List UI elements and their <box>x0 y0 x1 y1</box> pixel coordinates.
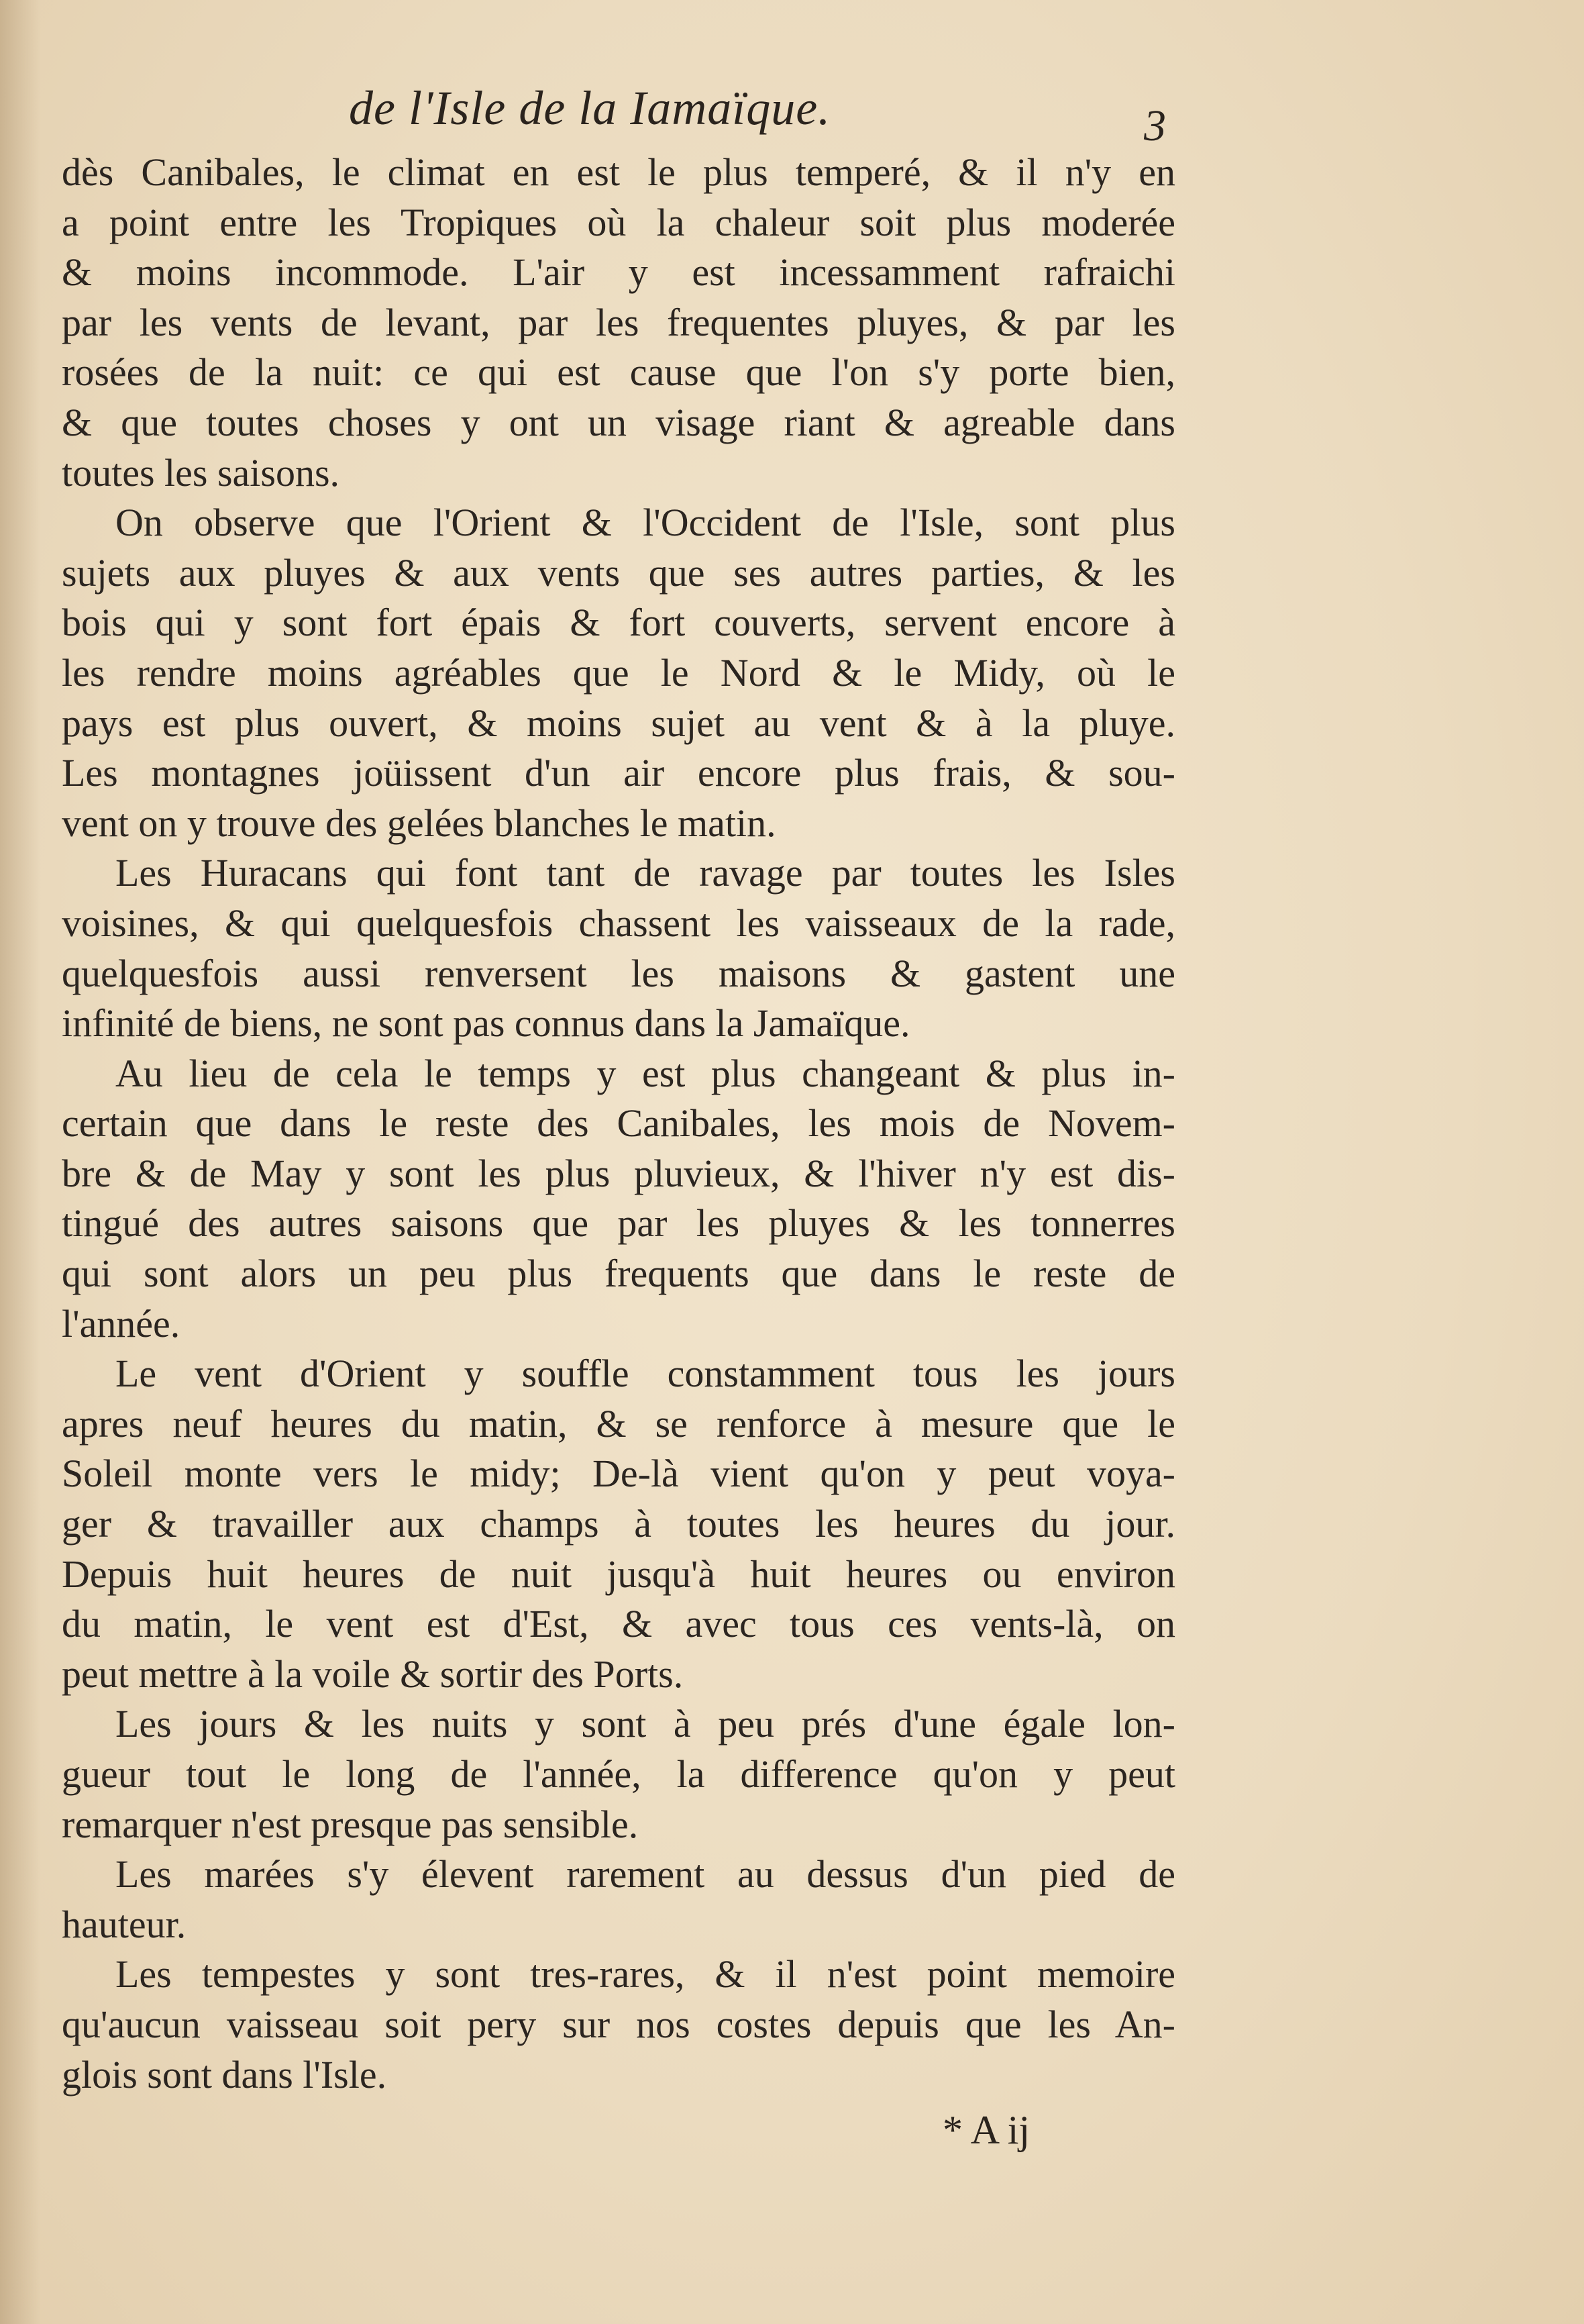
text-line: apres neuf heures du matin, & se renforce à mesure que le <box>62 1401 1175 1446</box>
text-line: qui sont alors un peu plus frequents que dans le reste de <box>62 1252 1175 1296</box>
text-line: du matin, le vent est d'Est, & avec tous ces vents-là, on <box>62 1602 1175 1646</box>
text-line: bois qui y sont fort épais & fort couverts, servent encore à <box>62 601 1175 645</box>
text-line: peut mettre à la voile & sortir des Ports. <box>62 1652 684 1696</box>
text-line: l'année. <box>62 1301 180 1346</box>
text-line: qu'aucun vaisseau soit pery sur nos costes depuis que les An- <box>62 2002 1175 2046</box>
paragraph-start: Au lieu de cela le temps y est plus changeant & plus in- <box>115 1051 1175 1095</box>
text-line: & moins incommode. L'air y est incessamment rafraichi <box>62 250 1175 295</box>
text-line: & que toutes choses y ont un visage riant & agreable dans <box>62 400 1175 444</box>
text-line: infinité de biens, ne sont pas connus dans la Jamaïque. <box>62 1001 910 1046</box>
text-line: par les vents de levant, par les frequentes pluyes, & par les <box>62 300 1175 344</box>
running-head-title: de l'Isle de la Iamaïque. <box>349 81 831 135</box>
text-line: vent on y trouve des gelées blanches le matin. <box>62 801 776 845</box>
paragraph-start: Les Huracans qui font tant de ravage par toutes les Isles <box>115 851 1175 895</box>
text-line: dès Canibales, le climat en est le plus temperé, & il n'y en <box>62 150 1175 194</box>
text-line: les rendre moins agréables que le Nord & le Midy, où le <box>62 650 1175 695</box>
text-line: sujets aux pluyes & aux vents que ses autres parties, & les <box>62 550 1175 595</box>
text-line: Soleil monte vers le midy; De-là vient qu'on y peut voya- <box>62 1452 1175 1496</box>
body-text <box>62 148 1175 2100</box>
paragraph-start: On observe que l'Orient & l'Occident de l'Isle, sont plus <box>115 501 1175 545</box>
text-line: rosées de la nuit: ce qui est cause que l'on s'y porte bien, <box>62 350 1175 395</box>
paragraph-start: Le vent d'Orient y souffle constamment tous les jours <box>115 1352 1175 1396</box>
paragraph-start: Les jours & les nuits y sont à peu prés d'une égale lon- <box>115 1702 1175 1746</box>
text-line: toutes les saisons. <box>62 450 340 495</box>
text-line: gueur tout le long de l'année, la difference qu'on y peut <box>62 1752 1175 1796</box>
text-line: pays est plus ouvert, & moins sujet au vent & à la pluye. <box>62 701 1175 745</box>
spine-shadow <box>0 0 40 2324</box>
text-line: remarquer n'est presque pas sensible. <box>62 1802 639 1846</box>
text-line: bre & de May y sont les plus pluvieux, & l'hiver n'y est dis- <box>62 1151 1175 1195</box>
text-line: certain que dans le reste des Canibales, les mois de Novem- <box>62 1101 1175 1146</box>
paragraph-start: Les marées s'y élevent rarement au dessus d'un pied de <box>115 1852 1175 1897</box>
signature-mark: * A ij <box>943 2108 1031 2152</box>
page-number: 3 <box>1144 101 1166 150</box>
text-line: hauteur. <box>62 1902 187 1946</box>
text-line: glois sont dans l'Isle. <box>62 2052 387 2096</box>
text-line: Les montagnes joüissent d'un air encore plus frais, & sou- <box>62 751 1175 795</box>
text-line: Depuis huit heures de nuit jusqu'à huit heures ou environ <box>62 1552 1175 1596</box>
text-line: quelquesfois aussi renversent les maisons & gastent une <box>62 951 1175 995</box>
text-line: a point entre les Tropiques où la chaleur soit plus moderée <box>62 200 1175 244</box>
text-line: tingué des autres saisons que par les pluyes & les tonnerres <box>62 1201 1175 1246</box>
paragraph-start: Les tempestes y sont tres-rares, & il n'est point memoire <box>115 1952 1175 1997</box>
text-line: ger & travailler aux champs à toutes les heures du jour. <box>62 1502 1175 1546</box>
text-line: voisines, & qui quelquesfois chassent les vaisseaux de la rade, <box>62 901 1175 945</box>
